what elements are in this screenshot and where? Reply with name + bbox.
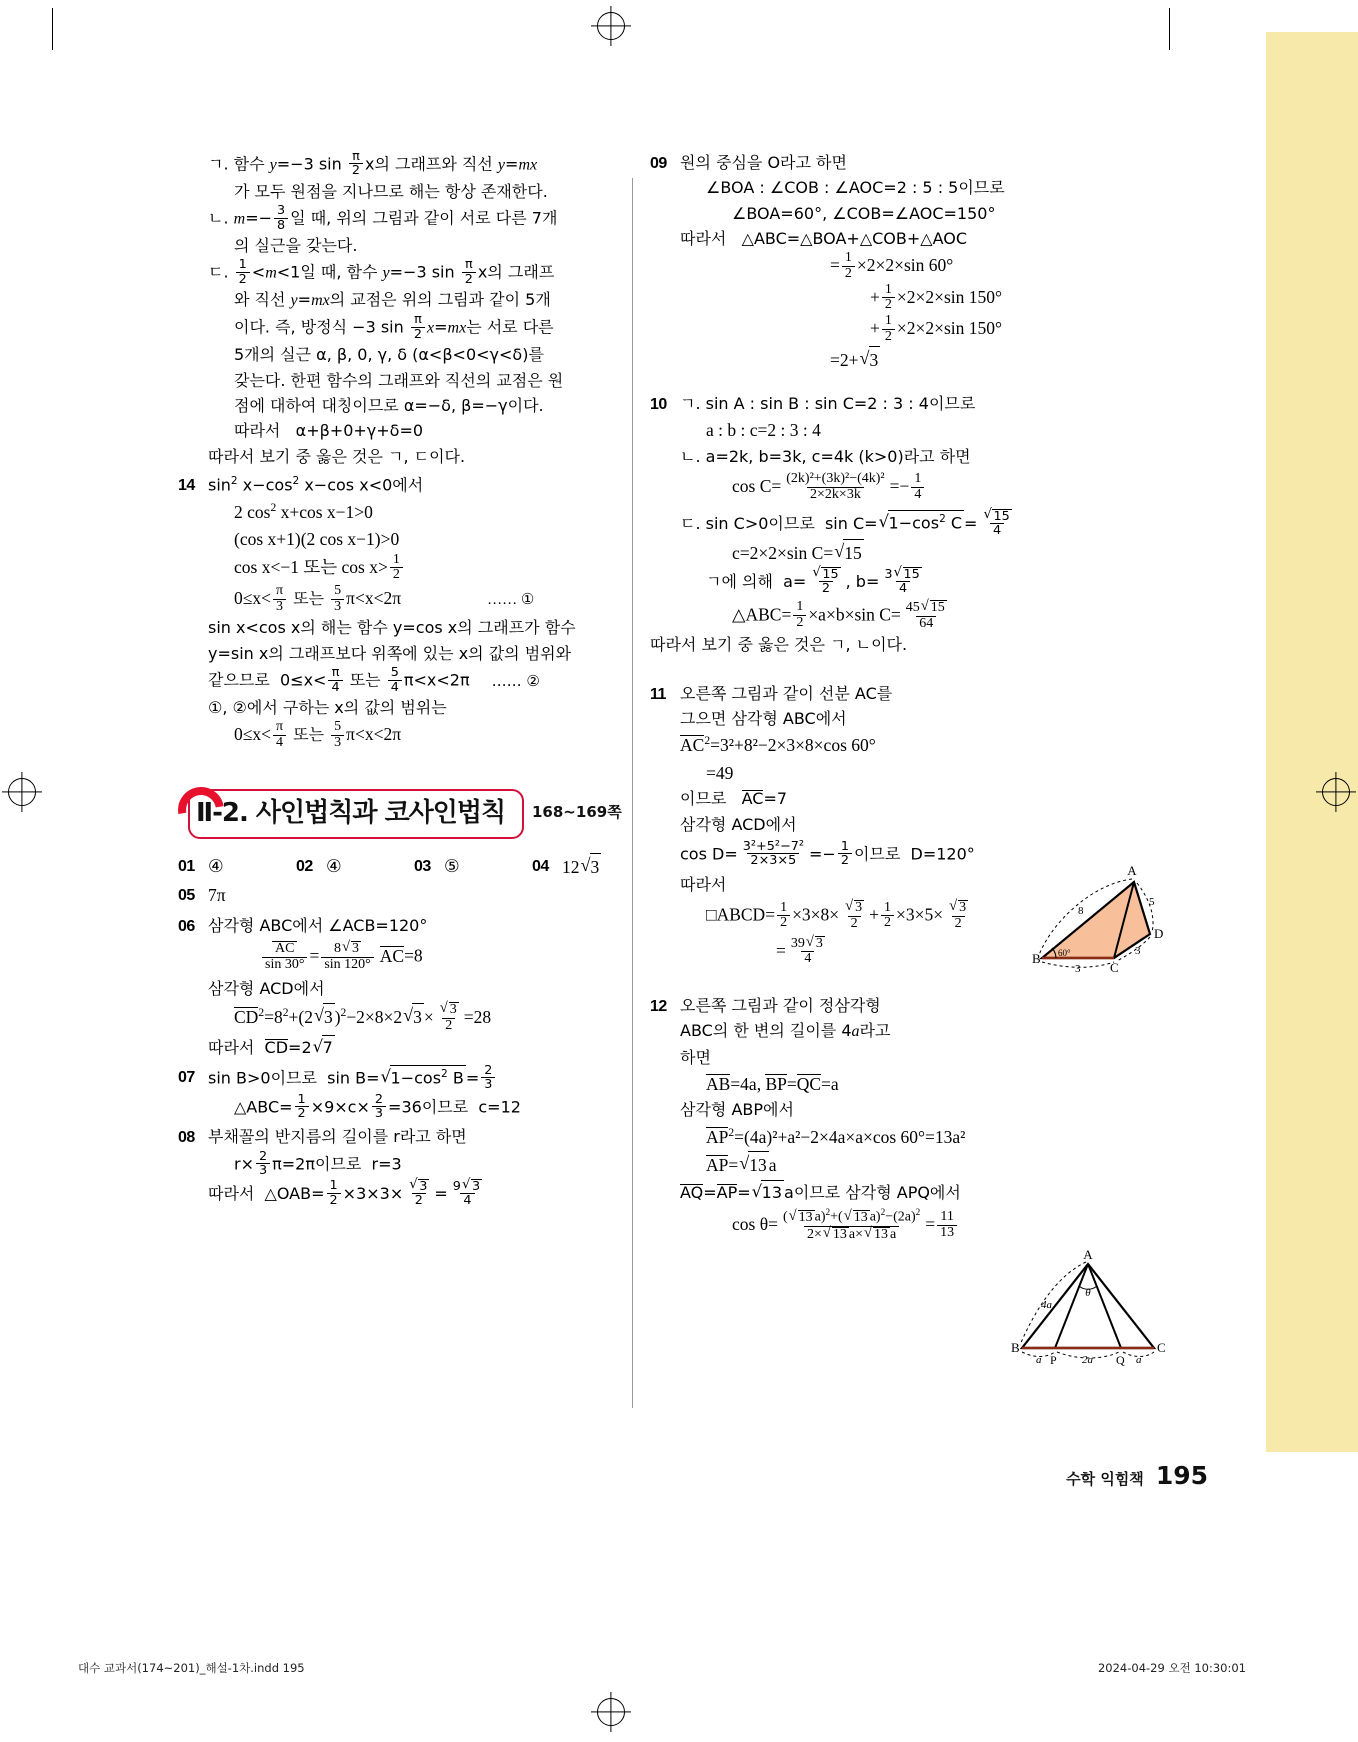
registration-mark-left — [8, 778, 36, 806]
item11-line10: = $\frac{39 √ 3}{4}$ — [680, 937, 1090, 968]
svg-text:2a: 2a — [1082, 1354, 1093, 1366]
choice-d-line4: 5개의 실근 α, β, 0, γ, δ (α<β<0<γ<δ)를 — [234, 345, 544, 365]
answer-value: 12 √ 3 — [562, 853, 601, 881]
item-number-06: 06 — [178, 917, 195, 935]
item12-line1: 오른쪽 그림과 같이 정삼각형 — [680, 995, 881, 1015]
item11-line6: 삼각형 ACD에서 — [680, 814, 797, 834]
item14-line7: y=sin x의 그래프보다 위쪽에 있는 x의 값의 범위와 — [208, 643, 572, 663]
answer-number: 02 — [296, 857, 313, 875]
item14-line6: sin x<cos x의 해는 함수 y=cos x의 그래프가 함수 — [208, 618, 576, 638]
item10-d-line4: △ABC= $\frac{1}{2}$ ×a×b×sin C= $\frac{45 √ 15}{64}$ — [680, 601, 1090, 632]
solution-item-07 — [178, 1064, 598, 1123]
solution-item-06 — [178, 913, 598, 1062]
print-timestamp: 2024-04-29 오전 10:30:01 — [1097, 1661, 1246, 1675]
item10-g-line2: a : b : c=2 : 3 : 4 — [706, 420, 821, 441]
item14-line5: 0≤x< $\frac{\pi}{3}$ 또는 $\frac{5}{3}$ π<x<2π …… ① — [234, 583, 535, 614]
svg-text:3: 3 — [1075, 963, 1081, 975]
solution-item-08 — [178, 1124, 598, 1209]
item10-choice-g: ㄱ. sin A : sin B : sin C=2 : 3 : 4이므로 — [680, 393, 976, 413]
item14-line8: 같으므로 0≤x< $\frac{\pi}{4}$ 또는 $\frac{5}{4}$ π<x<2π …… ② — [208, 665, 540, 695]
item-number-14: 14 — [178, 476, 195, 494]
item11-line9: □ABCD= $\frac{1}{2}$ ×3×8× √ $\frac{3}{2}$ + $\frac{1}{2}$ ×3×5× √ $\frac{3}{2}$ — [680, 901, 1090, 932]
item07-line1: sin B>0이므로 sin B= √ $1-\cos^2$ B = $\frac{2}{3}$ — [208, 1065, 598, 1093]
item09-line2: ∠BOA : ∠COB : ∠AOC=2 : 5 : 5이므로 — [706, 178, 1005, 198]
registration-mark-bottom — [597, 1698, 625, 1726]
svg-text:Q: Q — [1116, 1353, 1125, 1367]
choice-d-line2: 와 직선 y=mx의 교점은 위의 그림과 같이 5개 — [234, 290, 551, 310]
choice-g-line2: 가 모두 원점을 지나므로 해는 항상 존재한다. — [234, 181, 548, 201]
svg-text:a: a — [1136, 1354, 1142, 1366]
item14-line1: $\sin^2 x-\cos^2$ x−cos x<0에서 — [208, 474, 424, 495]
answer-value: 7π — [208, 885, 226, 906]
item12-line6: $AP^2=(4a)^2+a^2-2\times 4a\times a\times\cos$ 60°=13a² — [706, 1126, 966, 1147]
answer-row-2 — [178, 882, 598, 909]
item12-line7: AP= √ 13 a — [680, 1151, 1090, 1179]
svg-text:A: A — [1083, 1248, 1093, 1262]
answer-value: ④ — [326, 855, 342, 876]
item09-line7: + $\frac{1}{2}$ ×2×2×sin 150° — [870, 313, 1003, 344]
svg-text:D: D — [1154, 926, 1164, 941]
item11-line4: =49 — [706, 762, 734, 783]
page-footer — [1066, 1461, 1208, 1490]
registration-mark-top — [597, 12, 625, 40]
item11-line7: cos D= $\frac{\text{3²+5²−7²}}{2\times 3\times 5}$ =− $\frac{1}{2}$ 이므로 D=120° — [680, 838, 975, 869]
item-number-09: 09 — [650, 155, 667, 172]
item11-line8: 따라서 — [680, 874, 727, 894]
item11-line5: 이므로 AC=7 — [680, 789, 788, 809]
right-column — [650, 150, 1090, 1246]
item07-line2: △ABC= $\frac{1}{2}$ ×9×c× $\frac{2}{3}$ =36이므로 c=12 — [234, 1091, 521, 1122]
choice-n: ㄴ. m=− $\frac{3}{8}$ 일 때, 위의 그림과 같이 서로 다른 7개 — [208, 203, 558, 233]
svg-text:C: C — [1110, 960, 1119, 975]
item-number-11: 11 — [650, 685, 666, 703]
solution-item-12 — [650, 993, 1090, 1244]
item-number-blank — [178, 150, 208, 152]
answer-01 — [178, 853, 296, 881]
answer-number: 04 — [532, 857, 549, 875]
item09-line3: ∠BOA=60°, ∠COB=∠AOC=150° — [732, 203, 996, 223]
choice-d-line3: 이다. 즉, 방정식 −3 sin $\frac{\pi}{2}$ x=mx는 서로 다른 — [234, 312, 554, 342]
choice-g: ㄱ. 함수 y=−3 sin $\frac{\pi}{2}$ x의 그래프와 직선 y=mx — [208, 149, 538, 179]
column-divider — [632, 178, 633, 1408]
item08-line3: 따라서 △OAB= $\frac{1}{2}$ ×3×3× √ $\frac{3}{2}$ = $\frac{9 √ 3}{4}$ — [208, 1180, 598, 1209]
section-title: Ⅱ-2. 사인법칙과 코사인법칙 — [196, 797, 506, 828]
svg-text:4a: 4a — [1041, 1299, 1052, 1311]
choice-d-line6: 점에 대하여 대칭이므로 α=−δ, β=−γ이다. — [234, 395, 544, 415]
item14-line9: ①, ②에서 구하는 x의 값의 범위는 — [208, 697, 447, 717]
choice-n-line2: 의 실근을 갖는다. — [234, 236, 358, 255]
item10-conclusion: 따라서 보기 중 옳은 것은 ㄱ, ㄴ이다. — [650, 635, 908, 655]
svg-text:B: B — [1032, 951, 1041, 966]
svg-text:P: P — [1050, 1353, 1057, 1367]
item12-line2: ABC의 한 변의 길이를 4a라고 — [680, 1021, 891, 1041]
item09-line4: 따라서 △ABC=△BOA+△COB+△AOC — [680, 228, 968, 248]
answer-03 — [414, 853, 532, 881]
item11-line2: 그으면 삼각형 ABC에서 — [680, 708, 847, 728]
svg-text:a: a — [1036, 1354, 1042, 1366]
choice-d-line7: 따라서 α+β+0+γ+δ=0 — [234, 421, 424, 441]
crop-mark-top-right — [1169, 8, 1170, 50]
item06-line5: 따라서 CD=2 √ 7 — [208, 1035, 598, 1060]
answer-02 — [296, 853, 414, 881]
item06-line3: 삼각형 ACD에서 — [208, 979, 325, 999]
left-column — [178, 149, 622, 1211]
figure-quadrilateral-abcd — [1022, 862, 1172, 987]
item-number-10: 10 — [650, 395, 667, 413]
answer-04 — [532, 853, 650, 881]
item10-d-line3: ㄱ에 의해 a= √ $\frac{15}{2}$ , b= $\frac{3 √ 15}{4}$ — [680, 568, 1090, 597]
svg-text:C: C — [1157, 1340, 1166, 1355]
item09-line5: = $\frac{1}{2}$ ×2×2×sin 60° — [830, 250, 954, 281]
item-number-12: 12 — [650, 997, 667, 1015]
item09-line1: 원의 중심을 O라고 하면 — [680, 153, 847, 172]
answer-05 — [178, 882, 296, 909]
footer-book-label: 수학 익힘책 — [1066, 1470, 1144, 1488]
item12-line9: cos θ= $\frac{( √ 13 a)^2+( √ 13 a)^2-(2a)^2}{2\times √ 13 a\times √ 13 a}$ = $\frac{11}{13}$ — [680, 1209, 1090, 1243]
svg-text:B: B — [1011, 1340, 1020, 1355]
item06-line1: 삼각형 ABC에서 ∠ACB=120° — [208, 915, 428, 935]
answer-row-1 — [178, 853, 598, 881]
crop-mark-top-left — [52, 8, 53, 50]
solution-item-13-tail — [178, 150, 598, 470]
section-banner — [180, 787, 622, 839]
answer-value: ⑤ — [444, 855, 460, 876]
solution-item-10 — [650, 391, 1090, 659]
answer-number: 05 — [178, 887, 195, 905]
item09-line6: + $\frac{1}{2}$ ×2×2×sin 150° — [870, 281, 1003, 313]
item14-line10: 0≤x< $\frac{\pi}{4}$ 또는 $\frac{5}{3}$ π<x<2π — [234, 719, 402, 750]
choice-d-line5: 갖는다. 한편 함수의 그래프와 직선의 교점은 원 — [234, 370, 564, 390]
section-page-range: 168~169쪽 — [532, 802, 622, 821]
item10-choice-n: ㄴ. a=2k, b=3k, c=4k (k>0)라고 하면 — [680, 446, 971, 466]
page-number: 195 — [1155, 1461, 1208, 1490]
item-number-08: 08 — [178, 1129, 195, 1147]
solution-item-14 — [178, 472, 598, 753]
registration-mark-right — [1322, 778, 1350, 806]
item11-line3: $AC^2=3^2+8^2-2\times 3\times 8\times\cos$ 60° — [680, 735, 876, 756]
solution-item-09 — [650, 150, 1090, 375]
item08-line1: 부채꼴의 반지름의 길이를 r라고 하면 — [208, 1127, 467, 1147]
item06-line4: $CD^2=8^2+(2$ √ 3 )$^2$−2×8×2 √ 3 × √ $\frac{3}{2}$ =28 — [208, 1003, 598, 1035]
frac-num-8root3: 8 √ 3 — [331, 941, 364, 957]
svg-text:60°: 60° — [1058, 948, 1071, 958]
figure-triangle-abc-pq — [1008, 1248, 1168, 1381]
page-edge-band — [1266, 32, 1358, 1452]
answer-number: 03 — [414, 857, 431, 875]
choice-d: ㄷ. $\frac{1}{2}$ <m<1일 때, 함수 y=−3 sin $\frac{\pi}{2}$ x의 그래프 — [208, 257, 555, 287]
answer-value: ④ — [208, 855, 224, 876]
item11-line1: 오른쪽 그림과 같이 선분 AC를 — [680, 683, 893, 703]
item-13-conclusion: 따라서 보기 중 옳은 것은 ㄱ, ㄷ이다. — [208, 446, 466, 466]
svg-text:3: 3 — [1135, 945, 1141, 957]
item10-choice-d: ㄷ. sin C>0이므로 sin C= √ $1-\cos^2$ C = √ $\frac{15}{4}$ — [680, 510, 1090, 539]
item12-line5: 삼각형 ABP에서 — [680, 1100, 794, 1120]
item12-line3: 하면 — [680, 1047, 711, 1067]
item-number-07: 07 — [178, 1068, 195, 1086]
answer-number: 01 — [178, 857, 195, 875]
item12-line4: AB=4a, BP=QC=a — [706, 1073, 839, 1094]
item08-line2: r× $\frac{2}{3}$ π=2π이므로 r=3 — [234, 1148, 402, 1179]
svg-text:θ: θ — [1085, 1287, 1091, 1299]
item14-line3: (cos x+1)(2 cos x−1)>0 — [234, 529, 400, 550]
item06-line2: $\frac{AC}{\sin 30^\circ}$ = $\frac{8 √ 3}{\sin 120^\circ}$ AC=8 — [208, 942, 598, 973]
item12-line8: AQ=AP= √ 13 a이므로 삼각형 APQ에서 — [680, 1180, 1090, 1205]
item14-line2: 2 $\cos^2 x+\cos$ x−1>0 — [234, 501, 373, 522]
item10-n-cos: cos C= $\frac{\text{(2k)²+(3k)²−(4k)²}}{2\times 2k\times 3k}$ =− $\frac{1}{4}$ — [680, 473, 1090, 503]
svg-text:8: 8 — [1078, 905, 1084, 917]
item14-line4: cos x<−1 또는 cos x> $\frac{1}{2}$ — [208, 554, 598, 584]
item09-line8: =2+ √ 3 — [680, 346, 1090, 374]
svg-text:A: A — [1127, 863, 1137, 878]
svg-text:5: 5 — [1149, 896, 1155, 908]
item10-d-line2: c=2×2×sin C= √ 15 — [680, 539, 1090, 567]
print-filename: 대수 교과서(174~201)_해설-1차.indd 195 — [78, 1661, 305, 1675]
